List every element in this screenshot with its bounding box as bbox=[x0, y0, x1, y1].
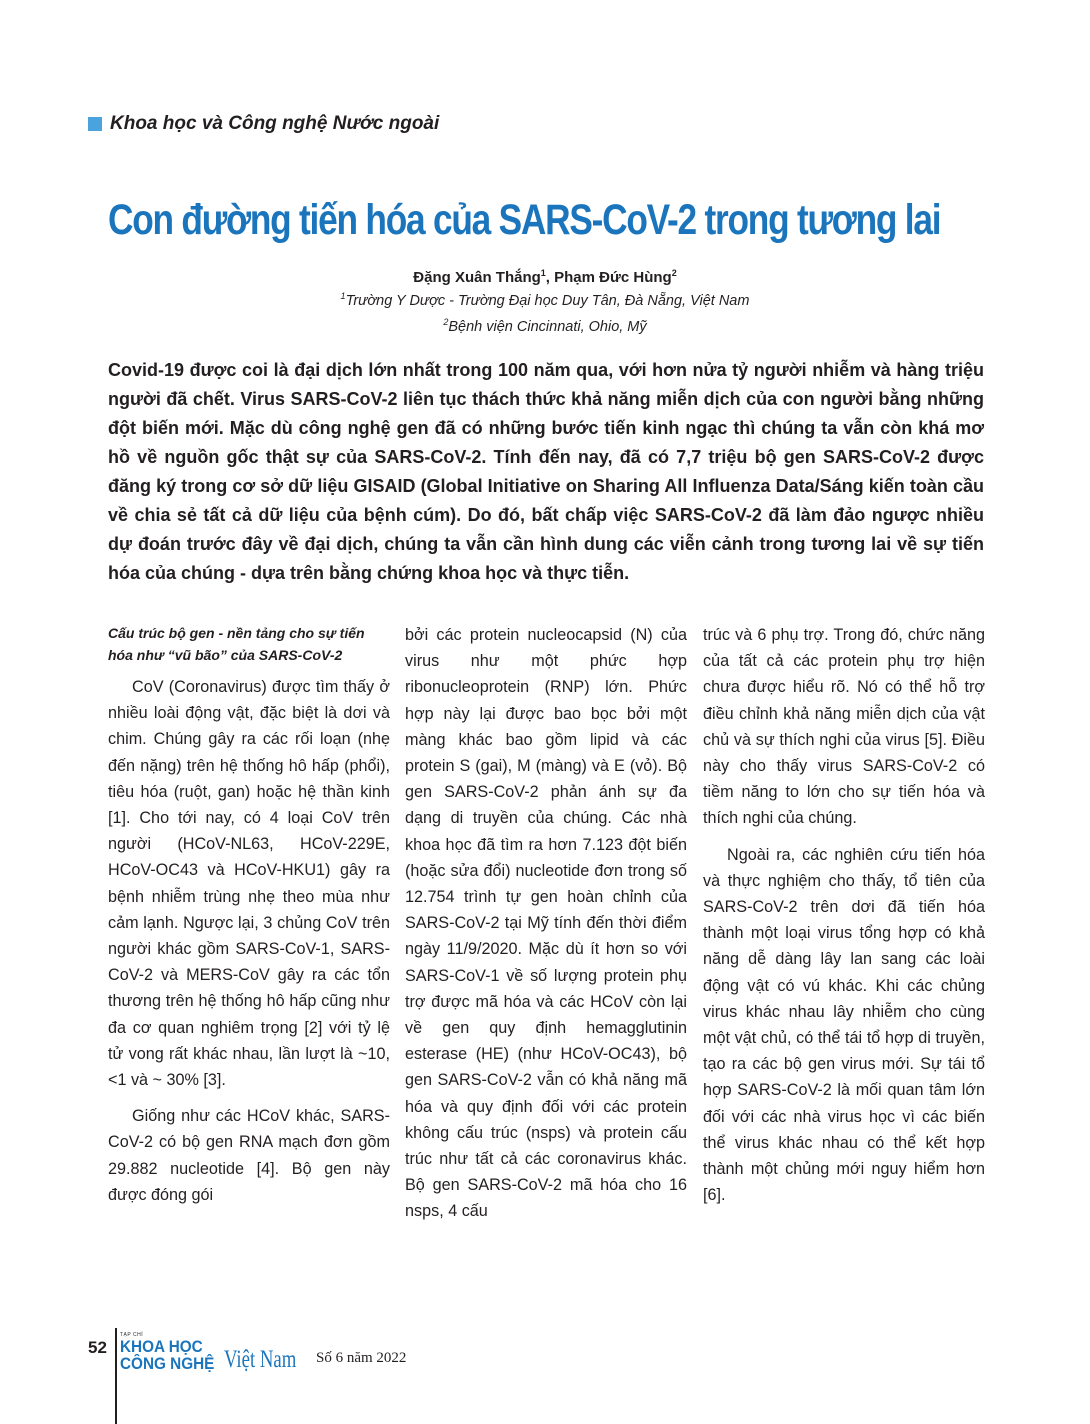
author-2-sup: 2 bbox=[671, 268, 677, 278]
affiliation-2 bbox=[0, 312, 1090, 338]
page-footer bbox=[0, 1328, 1090, 1424]
column-1 bbox=[108, 622, 390, 1208]
section-label-text: Khoa học và Công nghệ Nước ngoài bbox=[110, 113, 440, 134]
logo-vietnam: Việt Nam bbox=[224, 1346, 297, 1373]
abstract: Covid-19 được coi là đại dịch lớn nhất trong 100 năm qua, với hơn nửa tỷ người nhiễm và hàng triệu người đã chết. Virus SARS-CoV-2 liên tục thách thức khả năng miễn dịch của con người bằng những đột biến mới. Mặc dù công nghệ gen đã có những bước tiến kinh ngạc thì chúng ta vẫn còn khá mơ hồ về nguồn gốc thật sự của SARS-CoV-2. Tính đến nay, đã có 7,7 triệu bộ gen SARS-CoV-2 được đăng ký trong cơ sở dữ liệu GISAID (Global Initiative on Sharing All Influenza Data/Sáng kiến toàn cầu về chia sẻ tất cả dữ liệu của bệnh cúm). Do đó, bất chấp việc SARS-CoV-2 đã làm đảo ngược nhiều dự đoán trước đây về đại dịch, chúng ta vẫn cần hình dung các viễn cảnh trong tương lai về sự tiến hóa của chúng - dựa trên bằng chứng khoa học và thực tiễn. bbox=[108, 360, 984, 583]
affiliation-2-text: Bệnh viện Cincinnati, Ohio, Mỹ bbox=[448, 318, 647, 335]
affiliation-2-sup: 2 bbox=[443, 316, 449, 327]
col1-paragraph-2: Giống như các HCoV khác, SARS-CoV-2 có bộ gen RNA mạch đơn gồm 29.882 nucleotide [4]. Bộ gen này được đóng gói bbox=[108, 1107, 390, 1204]
subheading: Cấu trúc bộ gen - nền tảng cho sự tiến hóa như “vũ bão” của SARS-CoV-2 bbox=[108, 625, 365, 663]
article-title: Con đường tiến hóa của SARS-CoV-2 trong tương lai bbox=[108, 196, 941, 244]
footer-divider bbox=[115, 1328, 117, 1424]
author-1-sup: 1 bbox=[540, 268, 546, 278]
col2-paragraph-1: bởi các protein nucleocapsid (N) của virus như một phức hợp ribonucleoprotein (RNP) lớn. Phức hợp này lại được bao bọc bởi một màng khác bao gồm lipid và các protein S (gai), M (màng) và E (vỏ). Bộ gen SARS-CoV-2 phản ánh sự đa dạng di truyền của chúng. Các nhà khoa học đã tìm ra hơn 7.123 đột biến (hoặc sửa đổi) nucleotide đơn trong số 12.754 trình tự gen hoàn chỉnh của SARS-CoV-2 tại Mỹ tính đến thời điểm ngày 11/9/2020. Mặc dù ít hơn so với SARS-CoV-1 về số lượng protein phụ trợ được mã hóa và các HCoV còn lại về gen quy định hemagglutinin esterase (HE) (như HCoV-OC43), bộ gen SARS-CoV-2 vẫn có khả năng mã hóa và quy định đối với các protein không cấu trúc (nsps) và protein cấu trúc như tất cả các coronavirus khác. Bộ gen SARS-CoV-2 mã hóa cho 16 nsps, 4 cấu bbox=[405, 626, 687, 1221]
authors-block bbox=[0, 268, 1090, 338]
author-line bbox=[0, 268, 1090, 286]
issue-info: Số 6 năm 2022 bbox=[316, 1350, 407, 1366]
page-number: 52 bbox=[88, 1338, 107, 1357]
section-square-icon bbox=[88, 117, 102, 131]
section-label bbox=[88, 113, 439, 135]
affiliation-1-text: Trường Y Dược - Trường Đại học Duy Tân, Đà Nẵng, Việt Nam bbox=[345, 292, 750, 309]
logo-line-2: CÔNG NGHỆ bbox=[120, 1354, 215, 1373]
affiliation-1-sup: 1 bbox=[340, 291, 346, 301]
col3-paragraph-2: Ngoài ra, các nghiên cứu tiến hóa và thực nghiệm cho thấy, tổ tiên của SARS-CoV-2 trên dơi đã tiến hóa thành một loại virus tổng hợp có khả năng dễ dàng lây lan sang các loài động vật có vú khác. Khi các chủng virus khác nhau lây nhiễm cho cùng một vật chủ, có thể tái tổ hợp di truyền, tạo ra các bộ gen virus mới. Sự tái tổ hợp SARS-CoV-2 là mối quan tâm lớn đối với các nhà virus học vì các biến thể virus khác nhau có thể kết hợp thành một chủng mới nguy hiểm hơn [6]. bbox=[703, 845, 985, 1205]
column-2 bbox=[405, 622, 687, 1225]
journal-logo bbox=[120, 1332, 297, 1373]
col1-paragraph-1: CoV (Coronavirus) được tìm thấy ở nhiều loài động vật, đặc biệt là dơi và chim. Chúng gây ra các rối loạn (nhẹ đến nặng) trên hệ thống hô hấp (phổi), tiêu hóa (ruột, gan) hoặc hệ thần kinh [1]. Cho tới nay, có 4 loại CoV trên người (HCoV-NL63, HCoV-229E, HCoV-OC43 và HCoV-HKU1) gây ra bệnh nhiễm trùng nhẹ theo mùa như cảm lạnh. Ngược lại, 3 chủng CoV trên người khác gồm SARS-CoV-1, SARS-CoV-2 và MERS-CoV gây ra các tổn thương trên hệ thống hô hấp cũng như đa cơ quan nghiêm trọng [2] với tỷ lệ tử vong rất khác nhau, lần lượt là ~10, <1 và ~ 30% [3]. bbox=[108, 678, 390, 1090]
author-separator: , bbox=[545, 269, 555, 286]
col3-paragraph-1: trúc và 6 phụ trợ. Trong đó, chức năng của tất cả các protein phụ trợ hiện chưa được hiểu rõ. Nó có thể hỗ trợ điều chỉnh khả năng miễn dịch của vật chủ và sự thích nghi của virus [5]. Điều này cho thấy virus SARS-CoV-2 có tiềm năng to lớn cho sự tiến hóa và thích nghi của chúng. bbox=[703, 626, 985, 828]
logo-line-1: KHOA HỌC bbox=[120, 1337, 203, 1356]
author-1-name: Đặng Xuân Thắng bbox=[413, 269, 541, 286]
logo-small-text: TẠP CHÍ bbox=[120, 1332, 144, 1338]
author-2-name: Phạm Đức Hùng bbox=[554, 269, 672, 286]
column-3 bbox=[703, 622, 985, 1208]
affiliation-1 bbox=[0, 286, 1090, 312]
